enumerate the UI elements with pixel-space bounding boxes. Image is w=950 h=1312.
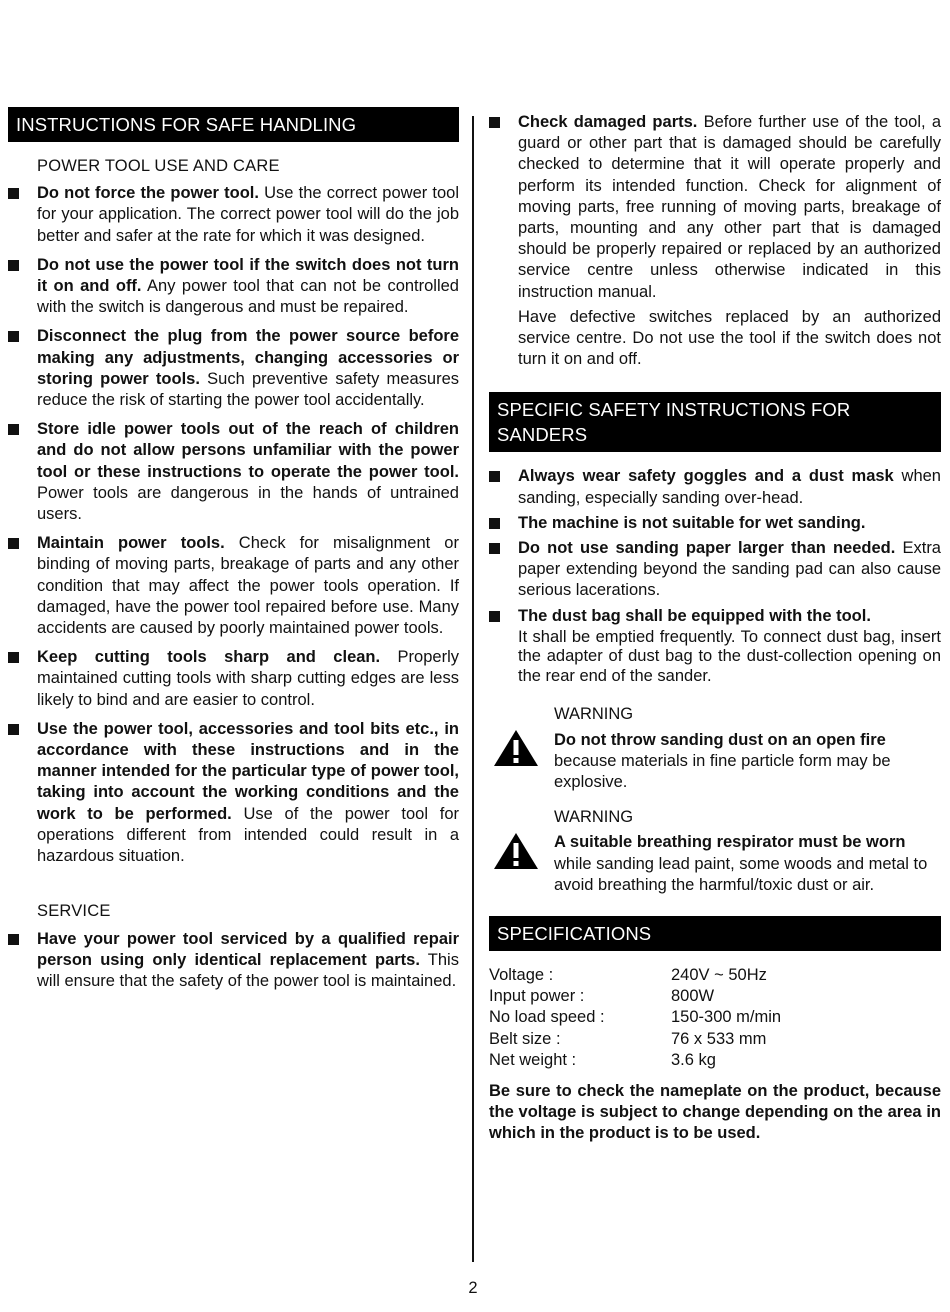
item-bold-text: Do not use sanding paper larger than needed. <box>518 539 896 558</box>
power-tool-subtitle: POWER TOOL USE AND CARE <box>37 157 280 175</box>
item-text: Any power tool that can not be controlled with the switch is dangerous and must be repaired. <box>37 277 459 317</box>
list-item <box>8 255 459 319</box>
bullet-square-icon <box>489 117 500 128</box>
column-divider <box>472 116 474 1262</box>
spec-value: 3.6 kg <box>671 1050 716 1069</box>
right-column <box>489 107 941 1145</box>
spec-value: 76 x 533 mm <box>671 1029 767 1048</box>
sanders-header-line: SANDERS <box>497 424 588 446</box>
list-item <box>8 419 459 525</box>
check-paragraph: Have defective switches replaced by an authorized service centre. Do not use the tool if the switch does not turn it on and off. <box>518 307 941 369</box>
item-bold-text: Store idle power tools out of the reach of children and do not allow persons unfamiliar with the power tool or these instructions to operate the power tool. <box>37 420 459 481</box>
bullet-square-icon <box>8 538 19 549</box>
warning-triangle-icon <box>492 728 540 768</box>
bullet-square-icon <box>8 652 19 663</box>
list-item <box>489 112 941 303</box>
spec-row <box>489 1029 781 1050</box>
item-bold-text: Check damaged parts. <box>518 113 698 131</box>
list-item <box>489 538 941 602</box>
bullet-square-icon <box>8 934 19 945</box>
warning-body-text: because materials in fine particle form may be explosive. <box>554 751 891 791</box>
warning-body-text: while sanding lead paint, some woods and metal to avoid breathing the harmful/toxic dust or air. <box>554 854 928 894</box>
left-column <box>8 107 459 1000</box>
spec-value: 800W <box>671 987 715 1006</box>
item-bold-text: Disconnect the plug from the power source before making any adjustments, changing accessories or storing power tools. <box>37 327 459 388</box>
item-text: Extra paper extending beyond the sanding pad can also cause serious lacerations. <box>518 539 941 600</box>
item-text: Power tools are dangerous in the hands of untrained users. <box>37 483 459 524</box>
page-number: 2 <box>468 1279 478 1297</box>
specifications-header: SPECIFICATIONS <box>489 916 941 951</box>
item-text: Such preventive safety measures reduce the risk of starting the power tool accidentally. <box>37 369 459 410</box>
list-item <box>8 719 459 867</box>
list-item <box>489 513 941 534</box>
item-bold-text: Do not force the power tool. <box>37 184 259 203</box>
item-text: This will ensure that the safety of the power tool is maintained. <box>37 950 459 990</box>
warning-text <box>554 730 941 794</box>
item-bold-text: The machine is not suitable for wet sanding. <box>518 513 866 532</box>
warning-text <box>554 832 941 896</box>
list-item <box>489 606 941 627</box>
voltage-note: Be sure to check the nameplate on the product, because the voltage is subject to change depending on the area in which in the product is to be used. <box>489 1082 941 1143</box>
warning-triangle-icon <box>492 831 540 871</box>
spec-row <box>489 1050 781 1071</box>
item-bold-text: The dust bag shall be equipped with the tool. <box>518 606 871 625</box>
bullet-square-icon <box>8 331 19 342</box>
safe-handling-header: INSTRUCTIONS FOR SAFE HANDLING <box>8 107 459 142</box>
spec-label: No load speed : <box>489 1008 605 1027</box>
item-bold-text: Maintain power tools. <box>37 534 225 553</box>
bullet-square-icon <box>8 260 19 271</box>
item-text: Use the correct power tool for your application. The correct power tool will do the job better and safer at the rate for which it was designed. <box>37 184 459 245</box>
specifications-table <box>489 965 781 1071</box>
list-item <box>489 466 941 508</box>
warning-title: WARNING <box>554 808 634 827</box>
item-text: Before further use of the tool, a guard or other part that is damaged should be carefully checked to determine that it will operate properly and perform its intended function. Check for alignment of moving parts, free running of moving parts, breakage of parts, mounting and any other part that is damaged should be properly repaired or replaced by an authorized service centre unless otherwise indicated in this instruction manual. <box>518 113 941 301</box>
sanders-header <box>489 392 941 452</box>
spec-label: Belt size : <box>489 1029 561 1048</box>
list-item <box>8 326 459 411</box>
spec-value: 240V ~ 50Hz <box>671 965 767 984</box>
item-bold-text: Have your power tool serviced by a qualified repair person using only identical replacement parts. <box>37 929 459 969</box>
item-text: Properly maintained cutting tools with sharp cutting edges are less likely to bind and are easier to control. <box>37 648 459 709</box>
spec-row <box>489 986 781 1007</box>
spec-label: Input power : <box>489 987 585 1006</box>
list-item <box>8 647 459 711</box>
spec-row <box>489 965 781 986</box>
item-text: when sanding, especially sanding over-head. <box>518 467 941 507</box>
item-bold-text: Keep cutting tools sharp and clean. <box>37 648 381 667</box>
item-bold-text: Do not use the power tool if the switch does not turn it on and off. <box>37 255 459 296</box>
item-bold-text: Always wear safety goggles and a dust mask <box>518 467 894 486</box>
bullet-square-icon <box>8 724 19 735</box>
bullet-square-icon <box>489 518 500 529</box>
warning-bold-text: A suitable breathing respirator must be worn <box>554 833 906 852</box>
bullet-square-icon <box>8 188 19 199</box>
item-text: Check for misalignment or binding of moving parts, breakage of parts and any other condition that may affect the power tools operation. If damaged, have the power tool repaired before use. Many accidents are caused by poorly maintained power tools. <box>37 534 459 638</box>
dust-bag-paragraph: It shall be emptied frequently. To connect dust bag, insert the adapter of dust bag to the dust-collection opening on the rear end of the sander. <box>518 627 941 685</box>
bullet-square-icon <box>489 543 500 554</box>
service-subtitle: SERVICE <box>37 902 111 921</box>
spec-label: Voltage : <box>489 965 554 984</box>
bullet-square-icon <box>8 424 19 435</box>
list-item <box>8 183 459 247</box>
bullet-square-icon <box>489 611 500 622</box>
spec-row <box>489 1007 781 1028</box>
item-bold-text: Use the power tool, accessories and tool bits etc., in accordance with these instructions and in the manner intended for the particular type of power tool, taking into account the working conditions and the work to be performed. <box>37 719 459 823</box>
warning-title: WARNING <box>554 705 634 724</box>
warning-bold-text: Do not throw sanding dust on an open fire <box>554 730 886 749</box>
bullet-square-icon <box>489 471 500 482</box>
item-text: Use of the power tool for operations different from intended could result in a hazardous situation. <box>37 804 459 866</box>
list-item <box>8 533 459 639</box>
sanders-header-line: SPECIFIC SAFETY INSTRUCTIONS FOR <box>497 399 851 421</box>
warning-block <box>489 807 941 896</box>
spec-value: 150-300 m/min <box>671 1008 782 1027</box>
warning-block <box>489 704 941 793</box>
spec-label: Net weight : <box>489 1050 577 1069</box>
list-item <box>8 929 459 993</box>
